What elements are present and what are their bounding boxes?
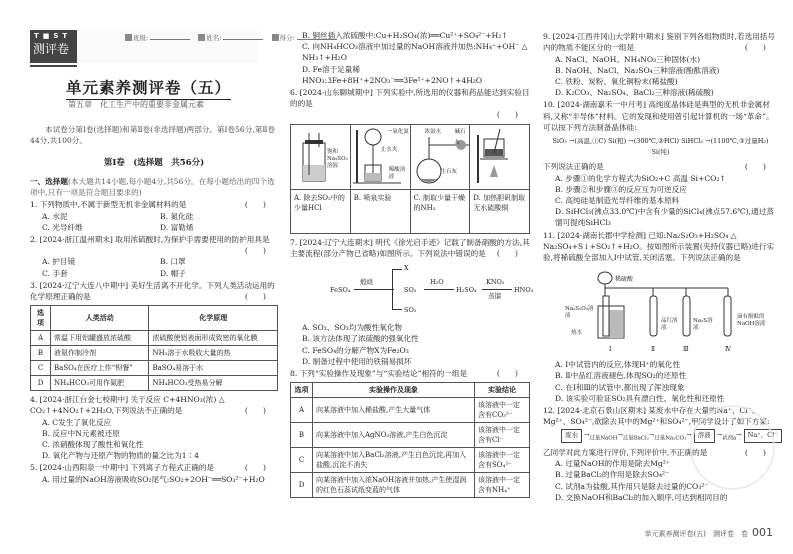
class-icon bbox=[125, 34, 132, 41]
q12-flow: 废水 $\to_{过量NaOH}\to_{过量BaCl_2}\to_{过量Na_2CO_3}\to$ 溶液 $\to_{试剂a}\to Na^+$、Cl⁻ bbox=[561, 429, 778, 445]
part-heading: 一、选择题(本大题共14小题,每小题4分,共56分。在每小题给出的四个选项中,只有一项是符合题目要求的) bbox=[30, 177, 275, 198]
option-b[interactable]: B. 口罩 bbox=[160, 257, 186, 267]
question-9: 9. [2024·江西井冈山大学附中期末] 鉴别下列各组物质时,若选用括号内的物质不能区分的一组是 ( ) A. NaCl、NaOH、NH₄NO₃三种固体(水) B. NaOH、NaCl、Na₂SO₄三种溶液(酚酞溶液) C. 铁粉、炭粉、氧化铜粉末(稀盐酸) D. K₂CO₃、Na₂SO₄、BaCl₂三种溶液(稀硫酸) bbox=[543, 31, 778, 98]
option-d[interactable]: D. 交换NaOH和BaCl₂的加入顺序,可达到相同目的 bbox=[555, 492, 728, 502]
question-5: 5. [2024·山西阳泉一中期中] 下列离子方程式正确的是 ( ) A. 用过量的NaOH溶液吸收SO₂尾气:SO₂+2OH⁻══SO₃²⁻+H₂O bbox=[30, 462, 278, 484]
question-7: 7. [2024·辽宁大连期末] 明代《徐光启手迹》记载了制备硝酸的方法,其主要流程(部分产物已省略)如图所示。下列说法中错误的是 ( ) FeSO₄ 煅烧 X SO₃ SO₂ H₂O H₂SO₄ KNO₃ 蒸馏 HNO₃ A. SO₂、SO₃均为酸性氧化物 B. 该方法体现了浓硫酸的强氧化性 C. FeSO₄的分解产物X为Fe₂O₃ D. 制备过程中使用的铁锅易损坏 bbox=[290, 237, 534, 366]
option-b[interactable]: B. 过量BaCl₂的作用是除去SO₄²⁻ bbox=[555, 470, 670, 480]
table-row: C BaSO₄在医疗上作“钡餐” BaSO₄易溶于水 bbox=[31, 361, 278, 376]
watermark-stamp bbox=[690, 405, 775, 490]
option-b[interactable]: B. 氮化硅 bbox=[160, 211, 194, 221]
column-2 bbox=[290, 30, 534, 498]
question-12: 12. [2024·北京石景山区期末] 某废水中存在大量的Na⁺、Cl⁻、Mg²⁺、SO₄²⁻,欲除去其中的Mg²⁺和SO₄²⁻,甲同学设计了如下方案: 废水 $\to_{过量NaOH}\to_{过量BaCl_2}\to_{过量Na_2CO_3}\to$ 溶液 $\to_{试剂a}\to Na^+$、Cl⁻ 乙同学对此方案进行评价,下列评价中,不正确的是 ( ) A. 过量NaOH的作用是除去Mg²⁺ B. 过量BaCl₂的作用是除去SO₄²⁻ C. 试剂a为盐酸,其作用只是除去过量的CO₃²⁻ D. 交换NaOH和BaCl₂的加入顺序,可达到相同目的 bbox=[543, 405, 778, 503]
column-1 bbox=[30, 176, 278, 485]
name-icon bbox=[198, 34, 205, 41]
q5-option-b[interactable]: B. 铜丝插入浓硫酸中:Cu+H₂SO₄(浓)══Cu²⁺+SO₄²⁻+H₂↑ bbox=[302, 31, 508, 40]
option-d[interactable]: D. SiHCl₃(沸点33.0℃)中含有少量的SiCl₄(沸点57.6℃),通过蒸馏可提纯SiHCl₃ bbox=[555, 207, 774, 228]
name-field[interactable] bbox=[223, 39, 263, 40]
q3-table: 选项 人类活动 化学原理 A 常温下用铝罐盛放浓硫酸 浓硫酸使铝表面形成致密的氧化膜 B 液氨作制冷剂 NH₃溶于水吸收大量的热 C BaSO₄在医疗上作“钡餐” BaSO₄易溶于水 D NH₄HCO₃可用作氮肥 NH₄HCO₃受热易分解 bbox=[30, 305, 278, 391]
table-row: A 向某溶液中加入稀盐酸,产生大量气体 该溶液中一定含有CO₃²⁻ bbox=[291, 398, 530, 423]
question-6: 6. [2024·山东聊城期中] 下列实验中,所选用的仪器和药品能达到实验目的的是 ( ) 饱和Na₂SO₃溶液 A. 除去SO₂中的少量HCl 一氧化氮 止水夹 稀酸溶液 B. 喷泉实验 浓氨水 碱石灰 生石灰 C. 制取少量干燥的NH₃ D. 加热胆矾制取无水硫酸铜 bbox=[290, 87, 530, 234]
option-a[interactable]: A. 过量NaOH的作用是除去Mg²⁺ bbox=[555, 459, 670, 469]
option-a[interactable]: A. 用过量的NaOH溶液吸收SO₂尾气:SO₂+2OH⁻══SO₃²⁻+H₂O bbox=[42, 474, 265, 484]
student-info-fields: 班级: 姓名: 得分: bbox=[125, 33, 343, 44]
page-number: 001 bbox=[752, 526, 773, 539]
page-footer: 单元素养测评卷(五) 测评卷 卷 001 bbox=[644, 526, 773, 539]
option-a[interactable]: A. C发生了氧化反应 bbox=[42, 417, 112, 427]
q5-option-c[interactable]: C. 向NH₄HCO₃溶液中加过量的NaOH溶液并加热:NH₄⁺+OH⁻ △ NH₃↑+H₂O bbox=[302, 42, 528, 63]
question-2: 2. [2024·浙江温州期末] 取用浓硫酸时,为保护手需要使用的防护用具是 ( ) A. 护目镜 B. 口罩 C. 手套 D. 帽子 bbox=[30, 234, 278, 279]
table-row: C 向某溶液中加入BaCl₂溶液,产生白色沉淀,再加入盐酸,沉淀不消失 该溶液中一定含有SO₄²⁻ bbox=[291, 448, 530, 473]
option-d[interactable]: D. 帽子 bbox=[160, 268, 186, 278]
logo-underline bbox=[30, 65, 77, 67]
option-d[interactable]: D. 氧化产物与还原产物的物质的量之比为1∶4 bbox=[42, 451, 199, 461]
option-c[interactable]: C. 手套 bbox=[42, 268, 68, 278]
question-3: 3. [2024·辽宁大连八中期中] 美好生活离不开化学。下列人类活动运用的化学原理正确的是 ( ) 选项 人类活动 化学原理 A 常温下用铝罐盛放浓硫酸 浓硫酸使铝表面形成致密的氧化膜 B 液氨作制冷剂 NH₃溶于水吸收大量的热 C BaSO₄在医疗上作“钡餐” BaSO₄易溶于水 D NH₄HCO₃可用作氮肥 NH₄HCO₃受热易分解 bbox=[30, 280, 278, 391]
class-field[interactable] bbox=[150, 39, 190, 40]
option-d[interactable]: D. 该实验可验证SO₂具有漂白性、氧化性和还原性 bbox=[555, 393, 725, 403]
q7-flow-diagram: FeSO₄ 煅烧 X SO₃ SO₂ H₂O H₂SO₄ KNO₃ 蒸馏 HNO₃ bbox=[330, 264, 534, 315]
q8-table: 选项 实验操作及现象 实验结论 A 向某溶液中加入稀盐酸,产生大量气体 该溶液中一定含有CO₃²⁻ B 向某溶液中加入AgNO₃溶液,产生白色沉淀 该溶液中一定含有Cl⁻ C 向某溶液中加入BaCl₂溶液,产生白色沉淀,再加入盐酸,沉淀不消失 该溶液中一定含有SO₄²⁻ D 向某溶液中加入浓NaOH溶液并加热,产生使湿润的红色石蕊试纸变蓝的气体 该溶液中一定含有NH₄⁺ bbox=[290, 382, 530, 498]
table-row: D NH₄HCO₃可用作氮肥 NH₄HCO₃受热易分解 bbox=[31, 376, 278, 391]
question-8: 8. 下列“实验操作及现象”与“实验结论”相符的一组是 ( ) 选项 实验操作及现象 实验结论 A 向某溶液中加入稀盐酸,产生大量气体 该溶液中一定含有CO₃²⁻ B 向某溶液中加入AgNO₃溶液,产生白色沉淀 该溶液中一定含有Cl⁻ C 向某溶液中加入BaCl₂溶液,产生白色沉淀,再加入盐酸,沉淀不消失 该溶液中一定含有SO₄²⁻ D 向某溶液中加入浓NaOH溶液并加热,产生使湿润的红色石蕊试纸变蓝的气体 该溶液中一定含有NH₄⁺ bbox=[290, 368, 530, 498]
table-row: B 向某溶液中加入AgNO₃溶液,产生白色沉淀 该溶液中一定含有Cl⁻ bbox=[291, 423, 530, 448]
q10-process-equation: SiO₂ →(高温,①C) Si(粗) →(300℃,②HCl) SiHCl₃ →(1100℃,③过量H₂) Si(纯) bbox=[552, 137, 769, 157]
option-a[interactable]: A. 护目镜 bbox=[42, 257, 76, 267]
option-d[interactable]: D. K₂CO₃、Na₂SO₄、BaCl₂三种溶液(稀硫酸) bbox=[555, 88, 714, 98]
table-row: D 向某溶液中加入浓NaOH溶液并加热,产生使湿润的红色石蕊试纸变蓝的气体 该溶液中一定含有NH₄⁺ bbox=[291, 473, 530, 498]
test-logo: T■ST 测评卷 bbox=[30, 30, 77, 63]
option-a[interactable]: A. SO₂、SO₃均为酸性氧化物 bbox=[302, 323, 403, 333]
intro-text: 本试卷分第Ⅰ卷(选择题)和第Ⅱ卷(非选择题)两部分。第Ⅰ卷56分,第Ⅱ卷44分,共100分。 bbox=[30, 125, 276, 146]
option-b[interactable]: B. 该方法体现了浓硫酸的强氧化性 bbox=[302, 334, 419, 344]
q6-option-a[interactable]: 饱和Na₂SO₃溶液 A. 除去SO₂中的少量HCl bbox=[291, 125, 351, 233]
header-bar bbox=[30, 30, 295, 63]
option-d[interactable]: D. 富勒烯 bbox=[160, 222, 194, 232]
option-c[interactable]: C. 铁粉、炭粉、氧化铜粉末(稀盐酸) bbox=[555, 77, 678, 87]
question-4: 4. [2024·浙江台金七校期中] 关于反应 C+4HNO₃(浓) △ CO₂↑+4NO₂↑+2H₂O,下列说法不正确的是 ( ) A. C发生了氧化反应 B. 反应中N元素被还原 C. 浓硝酸体现了酸性和氧化性 D. 氧化产物与还原产物的物质的量之比为1∶4 bbox=[30, 394, 278, 461]
option-c[interactable]: C. 高纯硅是制造光导纤维的基本原料 bbox=[555, 196, 680, 206]
section-title: 第Ⅰ卷 (选择题 共56分) bbox=[103, 158, 205, 168]
table-row: A 常温下用铝罐盛放浓硫酸 浓硫酸使铝表面形成致密的氧化膜 bbox=[31, 331, 278, 346]
option-b[interactable]: B. Ⅱ中品红溶液褪色,体现SO₂的还原性 bbox=[555, 371, 687, 381]
q6-option-c[interactable]: 浓氨水 碱石灰 生石灰 C. 制取少量干燥的NH₃ bbox=[411, 125, 471, 233]
option-c[interactable]: C. 试剂a为盐酸,其作用只是除去过量的CO₃²⁻ bbox=[555, 481, 709, 491]
option-b[interactable]: B. 步骤②和步骤③的反应互为可逆反应 bbox=[555, 184, 687, 194]
q6-option-b[interactable]: 一氧化氮 止水夹 稀酸溶液 B. 喷泉实验 bbox=[351, 125, 411, 233]
option-b[interactable]: B. NaOH、NaCl、Na₂SO₄三种溶液(酚酞溶液) bbox=[555, 65, 720, 75]
option-d[interactable]: D. 制备过程中使用的铁锅易损坏 bbox=[302, 356, 412, 366]
table-row: B 液氨作制冷剂 NH₃溶于水吸收大量的热 bbox=[31, 346, 278, 361]
score-icon bbox=[272, 34, 279, 41]
question-1: 1. 下列物质中,不属于新型无机非金属材料的是 ( ) A. 水泥 B. 氮化硅 C. 光导纤维 D. 富勒烯 bbox=[30, 199, 278, 233]
heating-beaker-icon bbox=[470, 125, 529, 190]
option-c[interactable]: C. 在Ⅰ和Ⅲ的试管中,都出现了浑浊现象 bbox=[555, 382, 685, 392]
q5-option-d[interactable]: D. Fe溶于足量稀HNO₃:3Fe+8H⁺+2NO₃⁻══3Fe²⁺+2NO↑+4H₂O bbox=[302, 64, 483, 85]
question-11: 11. [2024·湖南长郡中学检测] 已知:Na₂S₂O₃+H₂SO₄ △ Na₂SO₄+S↓+SO₂↑+H₂O。按如图所示装置(夹持仪器已略)进行实验,将稀硫酸全部加入Ⅰ中试管,关闭活塞。下列说法正确的是 稀硫酸 Na₂S₂O₃溶液 热水 品红溶液 Na₂S溶液 滴有酚酞的NaOH溶液 Ⅰ Ⅱ Ⅲ Ⅳ A. Ⅰ中试管内的反应,体现H⁺的氧化性 B. Ⅱ中品红溶液褪色,体现SO₂的还原性 C. 在Ⅰ和Ⅲ的试管中,都出现了浑浊现象 D. 该实验可验证SO₂具有漂白性、氧化性和还原性 bbox=[543, 230, 778, 404]
option-a[interactable]: A. NaCl、NaOH、NH₄NO₃三种固体(水) bbox=[555, 54, 701, 64]
q11-apparatus-diagram: 稀硫酸 Na₂S₂O₃溶液 热水 品红溶液 Na₂S溶液 滴有酚酞的NaOH溶液 Ⅰ Ⅱ Ⅲ Ⅳ bbox=[543, 266, 778, 356]
option-a[interactable]: A. 水泥 bbox=[42, 211, 68, 221]
question-10: 10. [2024·湖南嘉禾一中月考] 高纯度晶体硅是典型的无机非金属材料,又称“半导体”材料。它的发现和使用曾引起计算机的一场“革命”。可以按下列方法制备晶体硅: SiO₂ →(高温,①C) Si(粗) →(300℃,②HCl) SiHCl₃ →(1100℃,③过量H₂) Si(纯) 下列说法正确的是 ( ) A. 步骤①的化学方程式为SiO₂+C 高温 Si+CO₂↑ B. 步骤②和步骤③的反应互为可逆反应 C. 高纯硅是制造光导纤维的基本原料 D. SiHCl₃(沸点33.0℃)中含有少量的SiCl₄(沸点57.6℃),通过蒸馏可提纯SiHCl₃ bbox=[543, 99, 778, 228]
option-c[interactable]: C. FeSO₄的分解产物X为Fe₂O₃ bbox=[302, 345, 409, 355]
chapter-subtitle: 第五章 化工生产中的重要非金属元素 bbox=[68, 100, 204, 109]
option-b[interactable]: B. 反应中N元素被还原 bbox=[42, 428, 120, 438]
option-a[interactable]: A. 步骤①的化学方程式为SiO₂+C 高温 Si+CO₂↑ bbox=[555, 173, 726, 183]
option-c[interactable]: C. 浓硝酸体现了酸性和氧化性 bbox=[42, 440, 144, 450]
option-c[interactable]: C. 光导纤维 bbox=[42, 222, 83, 232]
page-title: 单元素养测评卷（五） bbox=[66, 78, 231, 100]
q6-option-d[interactable]: D. 加热胆矾制取无水硫酸铜 bbox=[470, 125, 529, 233]
q6-figure-table bbox=[290, 124, 530, 234]
option-a[interactable]: A. Ⅰ中试管内的反应,体现H⁺的氧化性 bbox=[555, 360, 681, 370]
